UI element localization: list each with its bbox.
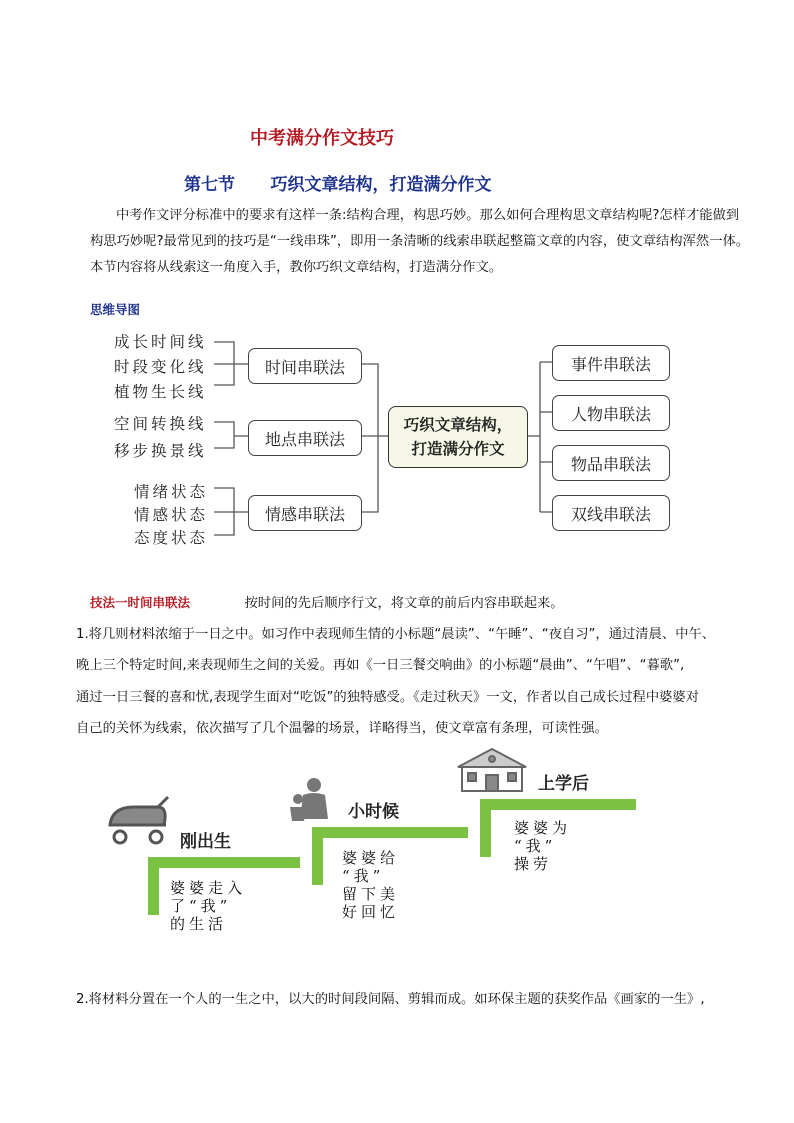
section-title: 第七节 巧织文章结构，打造满分作文 [184, 175, 492, 195]
step1-text-line: 婆婆走入 [170, 879, 247, 897]
box-place-method: 地点串联法 [248, 420, 362, 456]
step3-label: 上学后 [538, 774, 589, 794]
point1-line2: 晚上三个特定时间,来表现师生之间的关爱。再如《一日三餐交响曲》的小标题“晨曲”、“午唱”、“暮歌”, [76, 658, 685, 673]
box-time-method: 时间串联法 [248, 348, 362, 384]
step2-text-line: “我” [342, 867, 385, 885]
mindmap [100, 330, 700, 555]
step3-text-line: 操劳 [514, 855, 553, 873]
step2-text-line: 婆婆给 [342, 849, 400, 867]
leaf-period-change: 时段变化线 [114, 358, 207, 376]
leaf-space-transition: 空间转换线 [114, 415, 207, 433]
point2-line1: 2.将材料分置在一个人的一生之中，以大的时间段间隔、剪辑而成。如环保主题的获奖作品《画家的一生》, [76, 992, 705, 1007]
leaf-scene-shift: 移步换景线 [114, 442, 207, 460]
step1-label: 刚出生 [180, 832, 231, 852]
box-event-method: 事件串联法 [552, 345, 670, 381]
school-building-icon [458, 749, 526, 791]
leaf-growth-timeline: 成长时间线 [114, 333, 207, 351]
center-topic-line1: 巧织文章结构， [403, 416, 513, 434]
box-object-method: 物品串联法 [552, 445, 670, 481]
page-title: 中考满分作文技巧 [250, 128, 394, 149]
technique1-label: 技法一时间串联法 [90, 595, 191, 610]
intro-paragraph: 中考作文评分标准中的要求有这样一条:结构合理，构思巧妙。那么如何合理构思文章结构呢?怎样才能做到构思巧妙呢?最常见到的技巧是“一线串珠”，即用一条清晰的线索串联起整篇文章的内容，使文章结构浑然一体。本节内容将从线索这一角度入手，教你巧织文章结构，打造满分作文。 [90, 208, 750, 275]
leaf-attitude-state: 态度状态 [134, 529, 209, 547]
point1-line3: 通过一日三餐的喜和忧,表现学生面对“吃饭”的独特感受。《走过秋天》一文，作者以自己成长过程中婆婆对 [76, 690, 700, 705]
technique1-desc: 按时间的先后顺序行文，将文章的前后内容串联起来。 [244, 596, 564, 611]
step3-text [514, 819, 571, 873]
step2-label: 小时候 [348, 802, 399, 822]
step1-text [170, 879, 246, 933]
leaf-plant-growth: 植物生长线 [114, 383, 207, 401]
baby-carriage-icon [110, 797, 168, 843]
step2-text-line: 好回忆 [342, 903, 400, 921]
mother-child-icon [290, 778, 328, 821]
leaf-mood-state: 情绪状态 [134, 483, 209, 501]
leaf-emotion-state: 情感状态 [134, 506, 209, 524]
step3-text-line: “我” [514, 837, 557, 855]
step1-text-line: 的生活 [170, 915, 228, 933]
step3-text-line: 婆婆为 [514, 819, 572, 837]
point1-line4: 自己的关怀为线索，依次描写了几个温馨的场景，详略得当，使文章富有条理，可读性强。 [76, 721, 608, 736]
box-emotion-method: 情感串联法 [248, 495, 362, 531]
step2-text [342, 849, 399, 921]
mindmap-label: 思维导图 [90, 302, 141, 317]
staircase-illustration [100, 745, 660, 945]
technique1-line [90, 592, 564, 611]
box-person-method: 人物串联法 [552, 395, 670, 431]
center-topic [388, 406, 528, 468]
center-topic-line2: 打造满分作文 [411, 440, 505, 458]
box-dual-method: 双线串联法 [552, 495, 670, 531]
step2-text-line: 留下美 [342, 885, 400, 903]
step1-text-line: 了“我” [170, 897, 232, 915]
point1-line1: 1.将几则材料浓缩于一日之中。如习作中表现师生情的小标题“晨读”、“午睡”、“夜自习”，通过清晨、中午、 [76, 627, 716, 642]
